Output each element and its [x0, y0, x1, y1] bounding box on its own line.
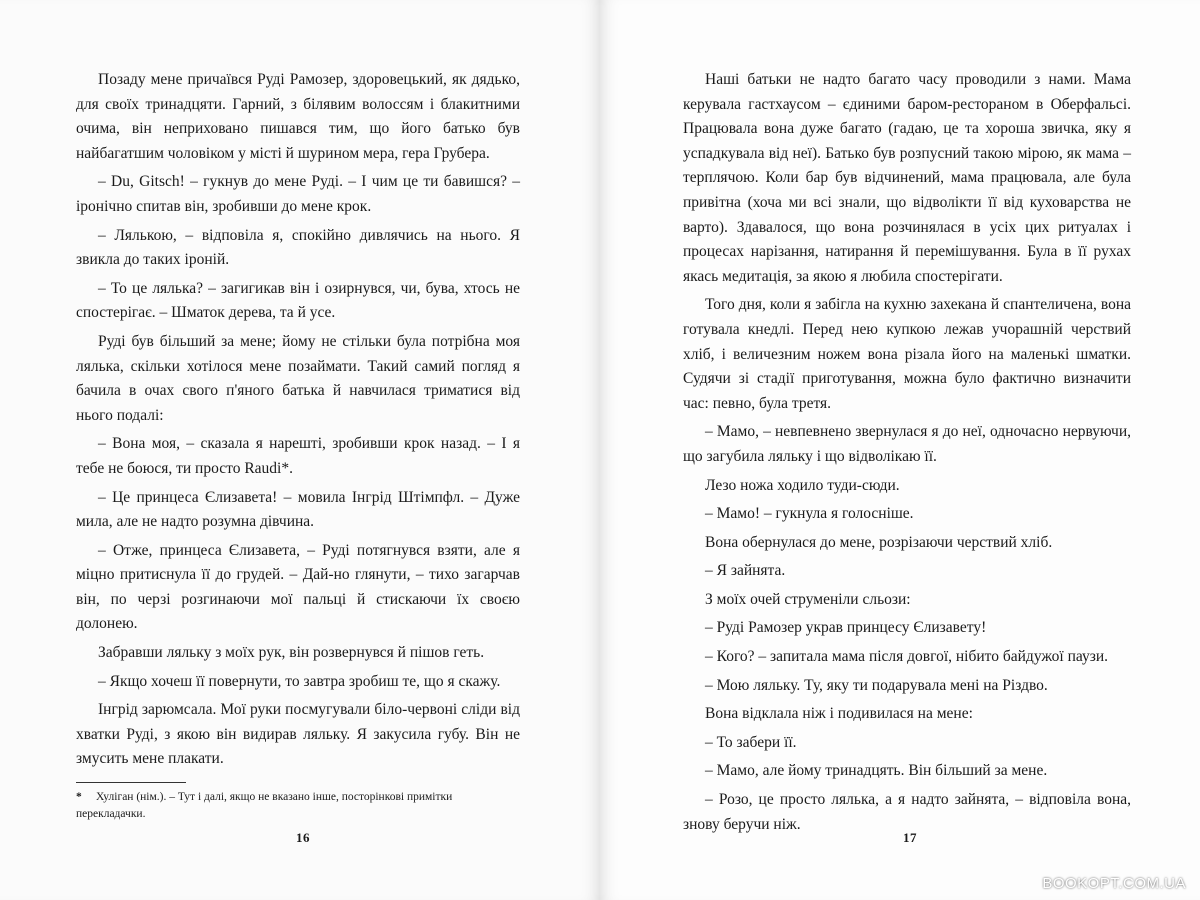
paragraph: – То це лялька? – загигикав він і озирнувся, чи, бува, хтось не спостерігає. – Шматок дерева, та й усе. — [76, 279, 520, 322]
paragraph: – Я зайнята. — [705, 562, 786, 580]
paragraph: – Якщо хочеш її повернути, то завтра зробиш те, що я скажу. — [98, 672, 501, 690]
paragraph: Наші батьки не надто багато часу проводили з нами. Мама керувала гастхаусом – єдиними баром-рестораном в Оберфальсі. Працювала вона дуже багато (гадаю, це та хороша звичка, яку я успадкувала від неї). Батько був розпусний такою мірою, як мама – терплячою. Коли бар був відчинений, мама працювала, але була привітна (хоча ми всі знали, що відволікти її від куховарства не варто). Здавалося, що вона розчинялася в усіх цих ритуалах і процесах нарізання, натирання й перемішування. Була в її рухах якась медитація, за якою я любила спостерігати. — [683, 71, 1131, 285]
paragraph: Вона обернулася до мене, розрізаючи черствий хліб. — [705, 533, 1053, 551]
paragraph: Інгрід зарюмсала. Мої руки посмугували біло-червоні сліди від хватки Руді, з якою він видирав ляльку. Я закусила губу. Він не змусить мене плакати. — [76, 701, 520, 768]
paragraph: – Лялькою, – відповіла я, спокійно дивлячись на нього. Я звикла до таких іроній. — [76, 226, 520, 269]
paragraph: – Мамо, – невпевнено звернулася я до неї, одночасно нервуючи, що загубила ляльку і що відволікаю її. — [683, 423, 1131, 465]
right-page — [600, 0, 1200, 900]
paragraph: – Кого? – запитала мама після довгої, нібито байдужої паузи. — [705, 648, 1109, 666]
paragraph: – То забери її. — [705, 733, 797, 751]
watermark: BOOKOPT.COM.UA — [1042, 875, 1186, 892]
paragraph: – Руді Рамозер украв принцесу Єлизавету! — [705, 619, 987, 637]
paragraph: – Це принцеса Єлизавета! – мовила Інгрід Штімпфл. – Дуже мила, але не надто розумна дівчина. — [76, 488, 520, 531]
footnote — [76, 789, 520, 823]
paragraph: – Мамо, але йому тринадцять. Він більший за мене. — [705, 762, 1048, 780]
footnote-text: Хуліган (нім.). – Тут і далі, якщо не вказано інше, посторінкові примітки перекладачки. — [76, 791, 453, 820]
paragraph: З моїх очей струменіли сльози: — [705, 590, 911, 608]
paragraph: Забравши ляльку з моїх рук, він розвернувся й пішов геть. — [98, 644, 485, 662]
paragraph: Позаду мене причаївся Руді Рамозер, здоровецький, як дядько, для своїх тринадцяти. Гарний, з білявим волоссям і блакитними очима, він неприховано пишався тим, що його батько був найбагатшим чоловіком у місті й шурином мера, гера Грубера. — [76, 71, 520, 162]
footnote-divider — [76, 782, 186, 783]
paragraph: Лезо ножа ходило туди-сюди. — [705, 476, 900, 494]
paragraph: – Отже, принцеса Єлизавета, – Руді потягнувся взяти, але я міцно притиснула її до грудей. – Дай-но глянути, – тихо загарчав він, по черзі розгинаючи мої пальці й стискаючи їх своєю долонею. — [76, 541, 520, 633]
paragraph: – Розо, це просто лялька, а я надто зайнята, – відповіла вона, знову беручи ніж. — [683, 791, 1131, 833]
paragraph: Того дня, коли я забігла на кухню захекана й спантеличена, вона готувала кнедлі. Перед нею купкою лежав учорашній черствий хліб, і величезним ножем вона різала його на маленькі шматки. Судячи зі стадії приготування, можна було фактично визначити час: певно, була третя. — [683, 296, 1131, 412]
left-page-text — [76, 68, 520, 776]
footnote-mark: * — [76, 791, 82, 803]
paragraph: – Вона моя, – сказала я нарешті, зробивши крок назад. – І я тебе не боюся, ти просто Raudi*. — [76, 435, 520, 477]
page-number-left: 16 — [296, 830, 310, 845]
paragraph: – Мамо! – гукнула я голосніше. — [705, 505, 914, 523]
paragraph: Вона відклала ніж і подивилася на мене: — [705, 705, 973, 723]
page-number-right: 17 — [903, 830, 917, 845]
right-page-text — [683, 68, 1131, 841]
paragraph: Руді був більший за мене; йому не стільки була потрібна моя лялька, скільки хотілося мене позаймати. Такий самий погляд я бачила в очах свого п'яного батька й навчилася триматися від нього подалі: — [76, 332, 520, 424]
paragraph: – Мою ляльку. Ту, яку ти подарувала мені на Різдво. — [705, 676, 1048, 694]
paragraph: – Du, Gitsch! – гукнув до мене Руді. – І чим це ти бавишся? – іронічно спитав він, зробивши до мене крок. — [76, 173, 520, 215]
